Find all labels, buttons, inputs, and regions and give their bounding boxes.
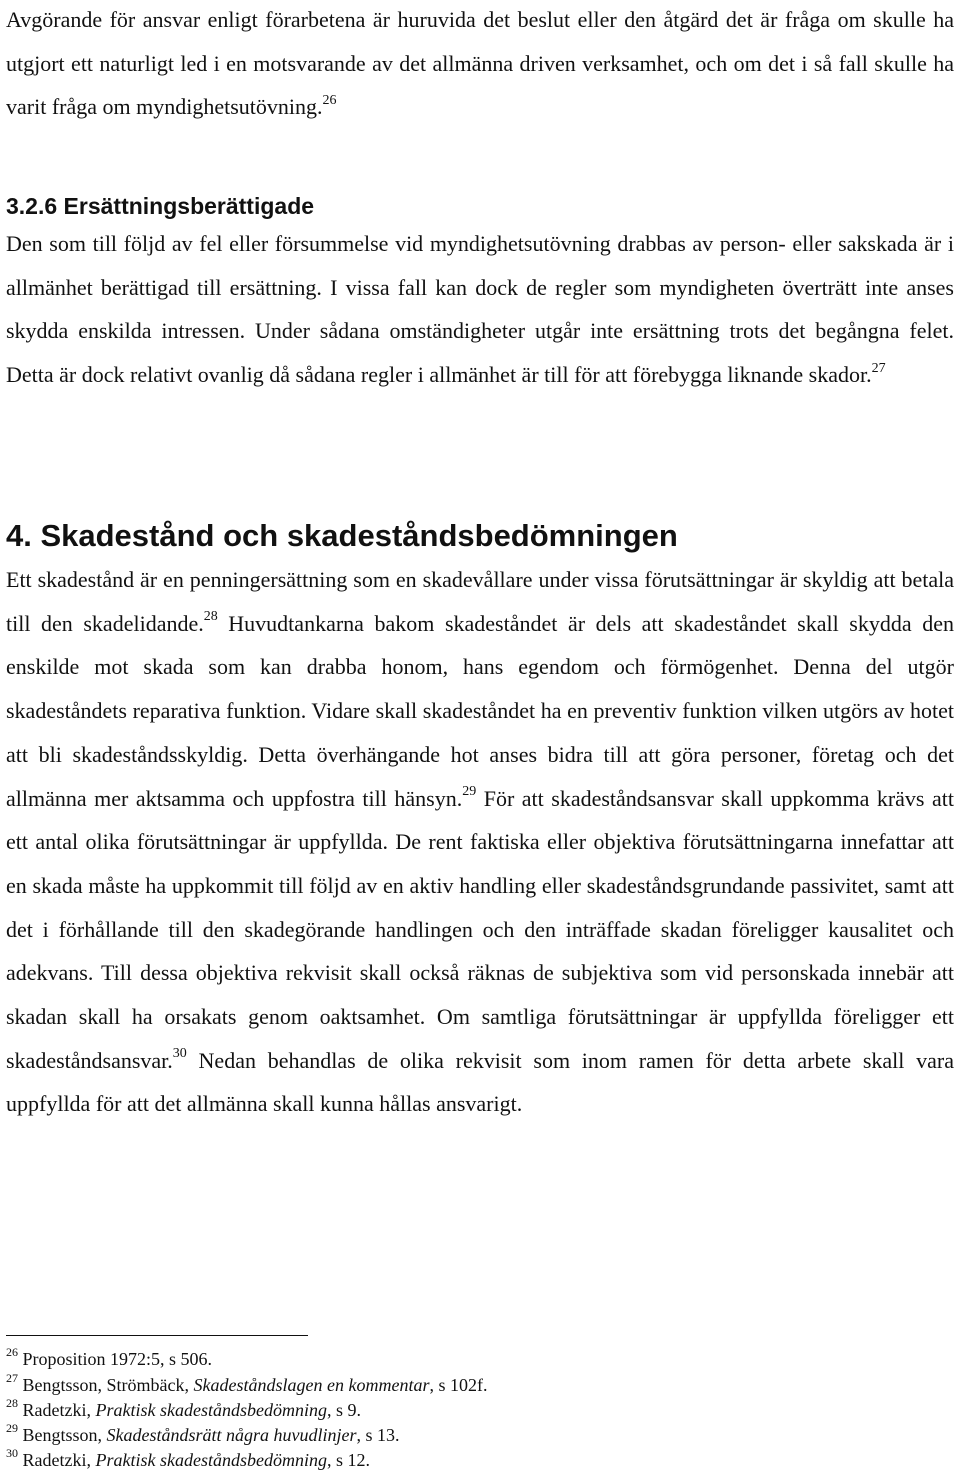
chapter-4-paragraph [6, 558, 954, 1126]
footnote-title: Skadeståndsrätt några huvudlinjer [106, 1425, 357, 1445]
section-heading-3-2-6: 3.2.6 Ersättningsberättigade [6, 193, 315, 219]
footnote-title: Praktisk skadeståndsbedömning [95, 1450, 327, 1470]
footnote-number: 26 [6, 1345, 18, 1359]
intro-paragraph [6, 0, 954, 129]
footnote-page: , s 102f. [429, 1375, 488, 1395]
footnote-text: Radetzki, [22, 1400, 96, 1420]
footnote-text: Bengtsson, [22, 1425, 107, 1445]
footnote-27 [6, 1371, 488, 1395]
chapter-4-text-d: Nedan behandlas de olika rekvisit som inom ramen för detta arbete skall vara uppfyllda för att det allmänna skall kunna hållas ansvarigt. [6, 1047, 954, 1117]
footnote-title: Praktisk skadeståndsbedömning [95, 1400, 327, 1420]
section-3-2-6-text: Den som till följd av fel eller försummelse vid myndighetsutövning drabbas av person- eller sakskada är i allmänhet berättigad till ersättning. I vissa fall kan dock de regler som myndigheten överträtt inte anses skydda enskilda intressen. Under sådana omständigheter utgår inte ersättning trots det begångna felet. Detta är dock relativt ovanlig då sådana regler i allmänhet är till för att förebygga liknande skador. [6, 231, 954, 388]
footnote-page: , s 12. [326, 1450, 370, 1470]
footnote-28 [6, 1396, 361, 1420]
intro-text: Avgörande för ansvar enligt förarbetena är huruvida det beslut eller den åtgärd det är fråga om skulle ha utgjort ett naturligt led i en motsvarande av det allmänna driven verksamhet, och om det i så fall skulle ha varit fråga om myndighetsutövning. [6, 7, 954, 120]
footnote-text: Radetzki, [22, 1450, 96, 1470]
footnote-ref-30[interactable]: 30 [172, 1046, 187, 1062]
footnote-ref-29[interactable]: 29 [462, 784, 477, 800]
footnote-29 [6, 1421, 400, 1445]
footnote-30 [6, 1446, 370, 1470]
footnote-number: 27 [6, 1371, 18, 1385]
footnote-ref-26[interactable]: 26 [322, 93, 337, 109]
footnote-ref-27[interactable]: 27 [871, 360, 886, 376]
footnote-ref-28[interactable]: 28 [203, 609, 218, 625]
chapter-4-text-b: Huvudtankarna bakom skadeståndet är dels att skadeståndet skall skydda den enskilde mot skada som kan drabba honom, hans egendom och förmögenhet. Denna del utgör skadeståndets reparativa funktion. Vidare skall skadeståndet ha en preventiv funktion vilken utgörs av hotet att bli skadeståndsskyldig. Detta överhängande hot anses bidra till att göra personer, företag och det allmänna mer aktsamma och uppfostra till hänsyn. [6, 610, 954, 811]
chapter-4-text-c: För att skadeståndsansvar skall uppkomma krävs att ett antal olika förutsättningar är uppfyllda. De rent faktiska eller objektiva förutsättningarna innefattar att en skada måste ha uppkommit till följd av en aktiv handling eller skadeståndsgrundande passivitet, samt att det i förhållande till den skadegörande handlingen och den inträffade skadan föreligger kausalitet och adekvans. Till dessa objektiva rekvisit skall också räknas de subjektiva som vid personskada innebär att skadan skall ha orsakats genom oaktsamhet. Om samtliga förutsättningar är uppfyllda föreligger ett skadeståndsansvar. [6, 785, 954, 1073]
footnote-text: Bengtsson, Strömbäck, [22, 1375, 194, 1395]
footnote-26 [6, 1345, 213, 1369]
footnote-page: , s 13. [356, 1425, 400, 1445]
footnote-number: 29 [6, 1421, 18, 1435]
footnote-text: Proposition 1972:5, s 506. [22, 1349, 213, 1369]
chapter-heading-4: 4. Skadestånd och skadeståndsbedömningen [6, 518, 678, 553]
footnote-separator [6, 1335, 308, 1336]
chapter-4-text-a: Ett skadestånd är en penningersättning som en skadevållare under vissa förutsättningar är skyldig att betala till den skadelidande. [6, 567, 954, 636]
footnote-number: 28 [6, 1396, 18, 1410]
footnote-number: 30 [6, 1446, 18, 1460]
footnote-title: Skadeståndslagen en kommentar [193, 1375, 430, 1395]
section-3-2-6-paragraph [6, 222, 954, 397]
footnote-page: , s 9. [326, 1400, 361, 1420]
